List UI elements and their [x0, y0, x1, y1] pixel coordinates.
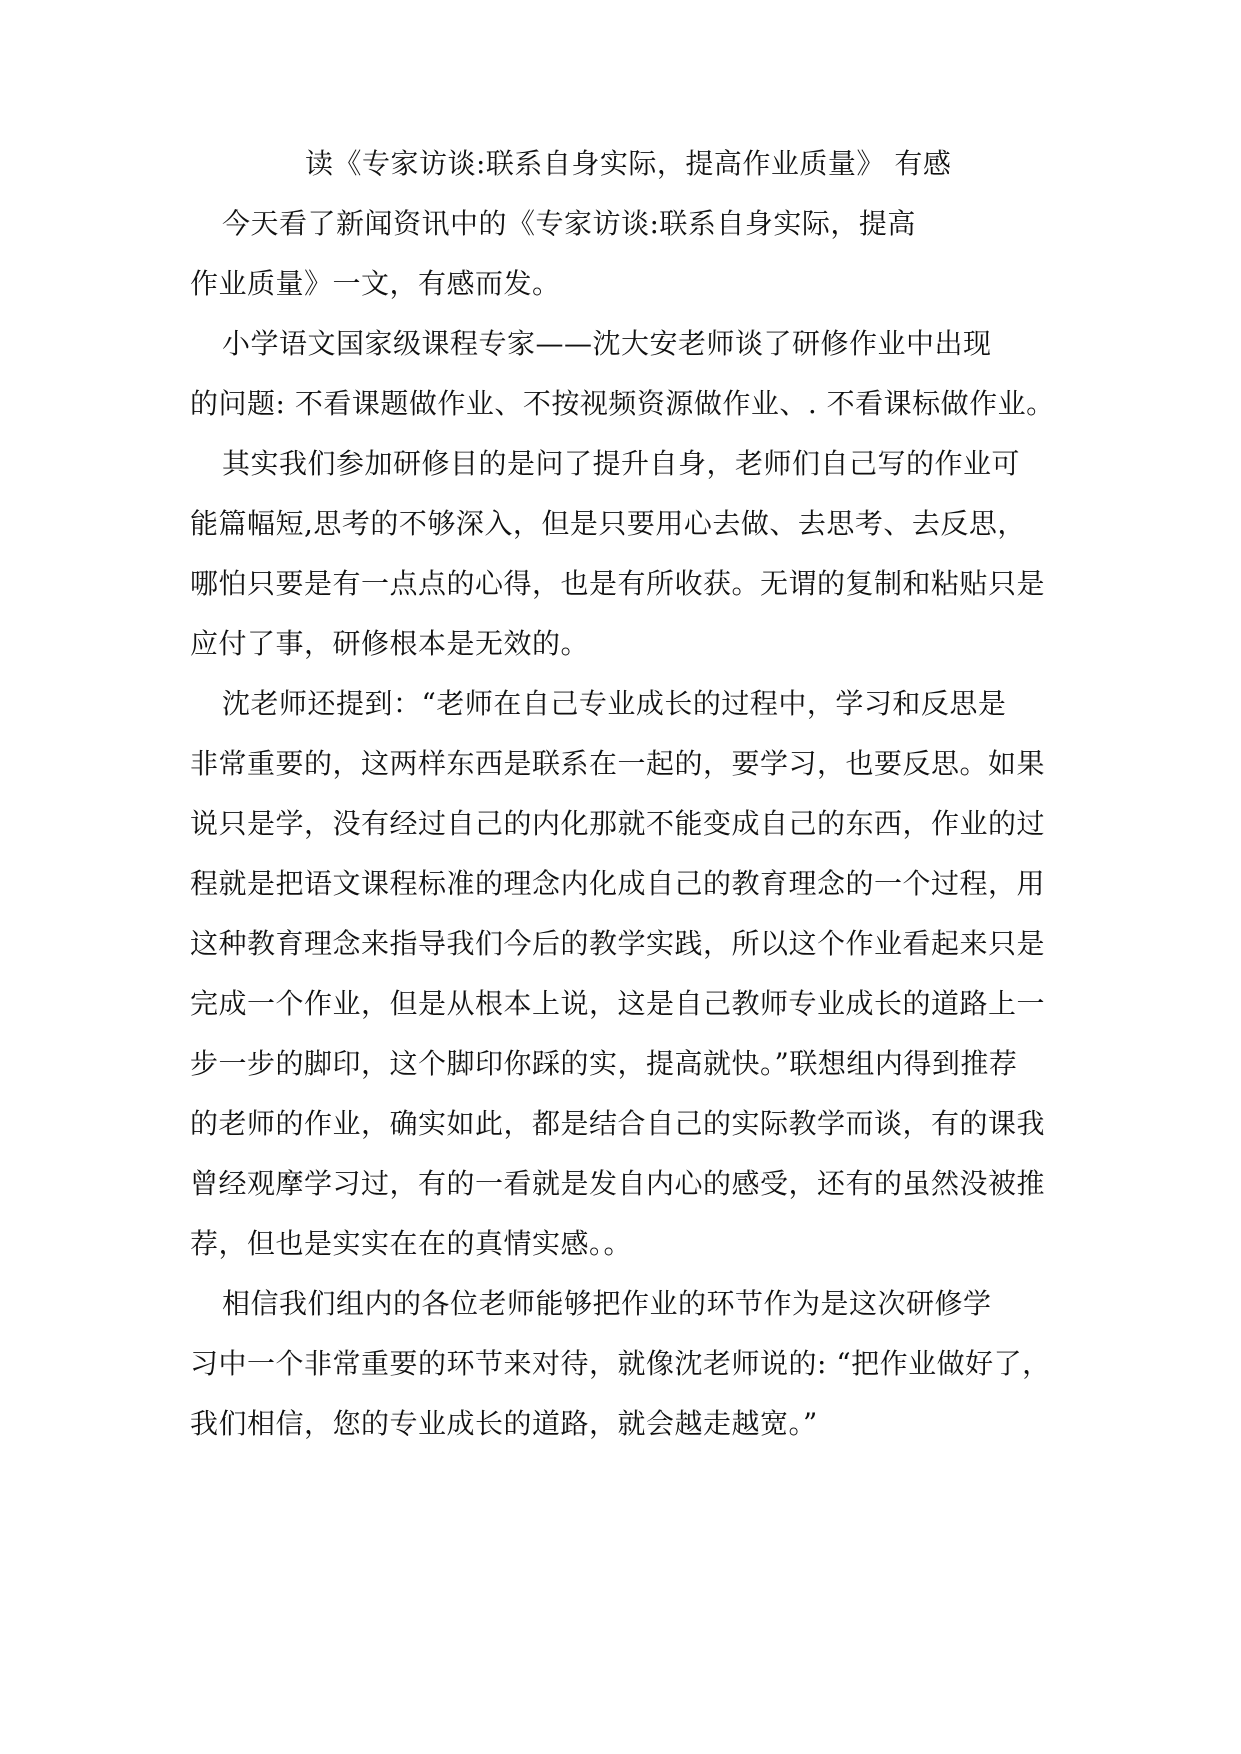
- paragraph-line: 这种教育理念来指导我们今后的教学实践，所以这个作业看起来只是: [190, 927, 1046, 960]
- paragraph-line: 步一步的脚印，这个脚印你踩的实，提高就快。”联想组内得到推荐: [190, 1047, 1018, 1080]
- paragraph-line: 能篇幅短,思考的不够深入，但是只要用心去做、去思考、去反思，: [190, 507, 1026, 540]
- paragraph-line: 完成一个作业，但是从根本上说，这是自己教师专业成长的道路上一: [190, 987, 1046, 1020]
- paragraph-line: 非常重要的，这两样东西是联系在一起的，要学习，也要反思。如果: [190, 747, 1046, 780]
- paragraph-line: 作业质量》一文，有感而发。: [190, 267, 561, 300]
- document-title: 读《专家访谈:联系自身实际，提高作业质量》 有感: [305, 147, 952, 180]
- paragraph-line: 今天看了新闻资讯中的《专家访谈:联系自身实际，提高: [222, 207, 916, 240]
- paragraph-line: 曾经观摩学习过，有的一看就是发自内心的感受，还有的虽然没被推: [190, 1167, 1046, 1200]
- paragraph-line: 的问题: 不看课题做作业、不按视频资源做作业、. 不看课标做作业。: [190, 387, 1055, 420]
- paragraph-line: 程就是把语文课程标准的理念内化成自己的教育理念的一个过程，用: [190, 867, 1046, 900]
- paragraph-line: 应付了事，研修根本是无效的。: [190, 627, 590, 660]
- paragraph-line: 相信我们组内的各位老师能够把作业的环节作为是这次研修学: [222, 1287, 992, 1320]
- paragraph-line: 我们相信，您的专业成长的道路，就会越走越宽。”: [190, 1407, 818, 1440]
- paragraph-line: 沈老师还提到：“老师在自己专业成长的过程中，学习和反思是: [222, 687, 1007, 720]
- paragraph-line: 的老师的作业，确实如此，都是结合自己的实际教学而谈，有的课我: [190, 1107, 1046, 1140]
- paragraph-line: 哪怕只要是有一点点的心得，也是有所收获。无谓的复制和粘贴只是: [190, 567, 1046, 600]
- paragraph-line: 小学语文国家级课程专家——沈大安老师谈了研修作业中出现: [222, 327, 992, 360]
- paragraph-line: 荐，但也是实实在在的真情实感。。: [190, 1227, 633, 1260]
- paragraph-line: 说只是学，没有经过自己的内化那就不能变成自己的东西，作业的过: [190, 807, 1046, 840]
- paragraph-line: 其实我们参加研修目的是问了提升自身，老师们自己写的作业可: [222, 447, 1021, 480]
- paragraph-line: 习中一个非常重要的环节来对待，就像沈老师说的: “把作业做好了，: [190, 1347, 1051, 1380]
